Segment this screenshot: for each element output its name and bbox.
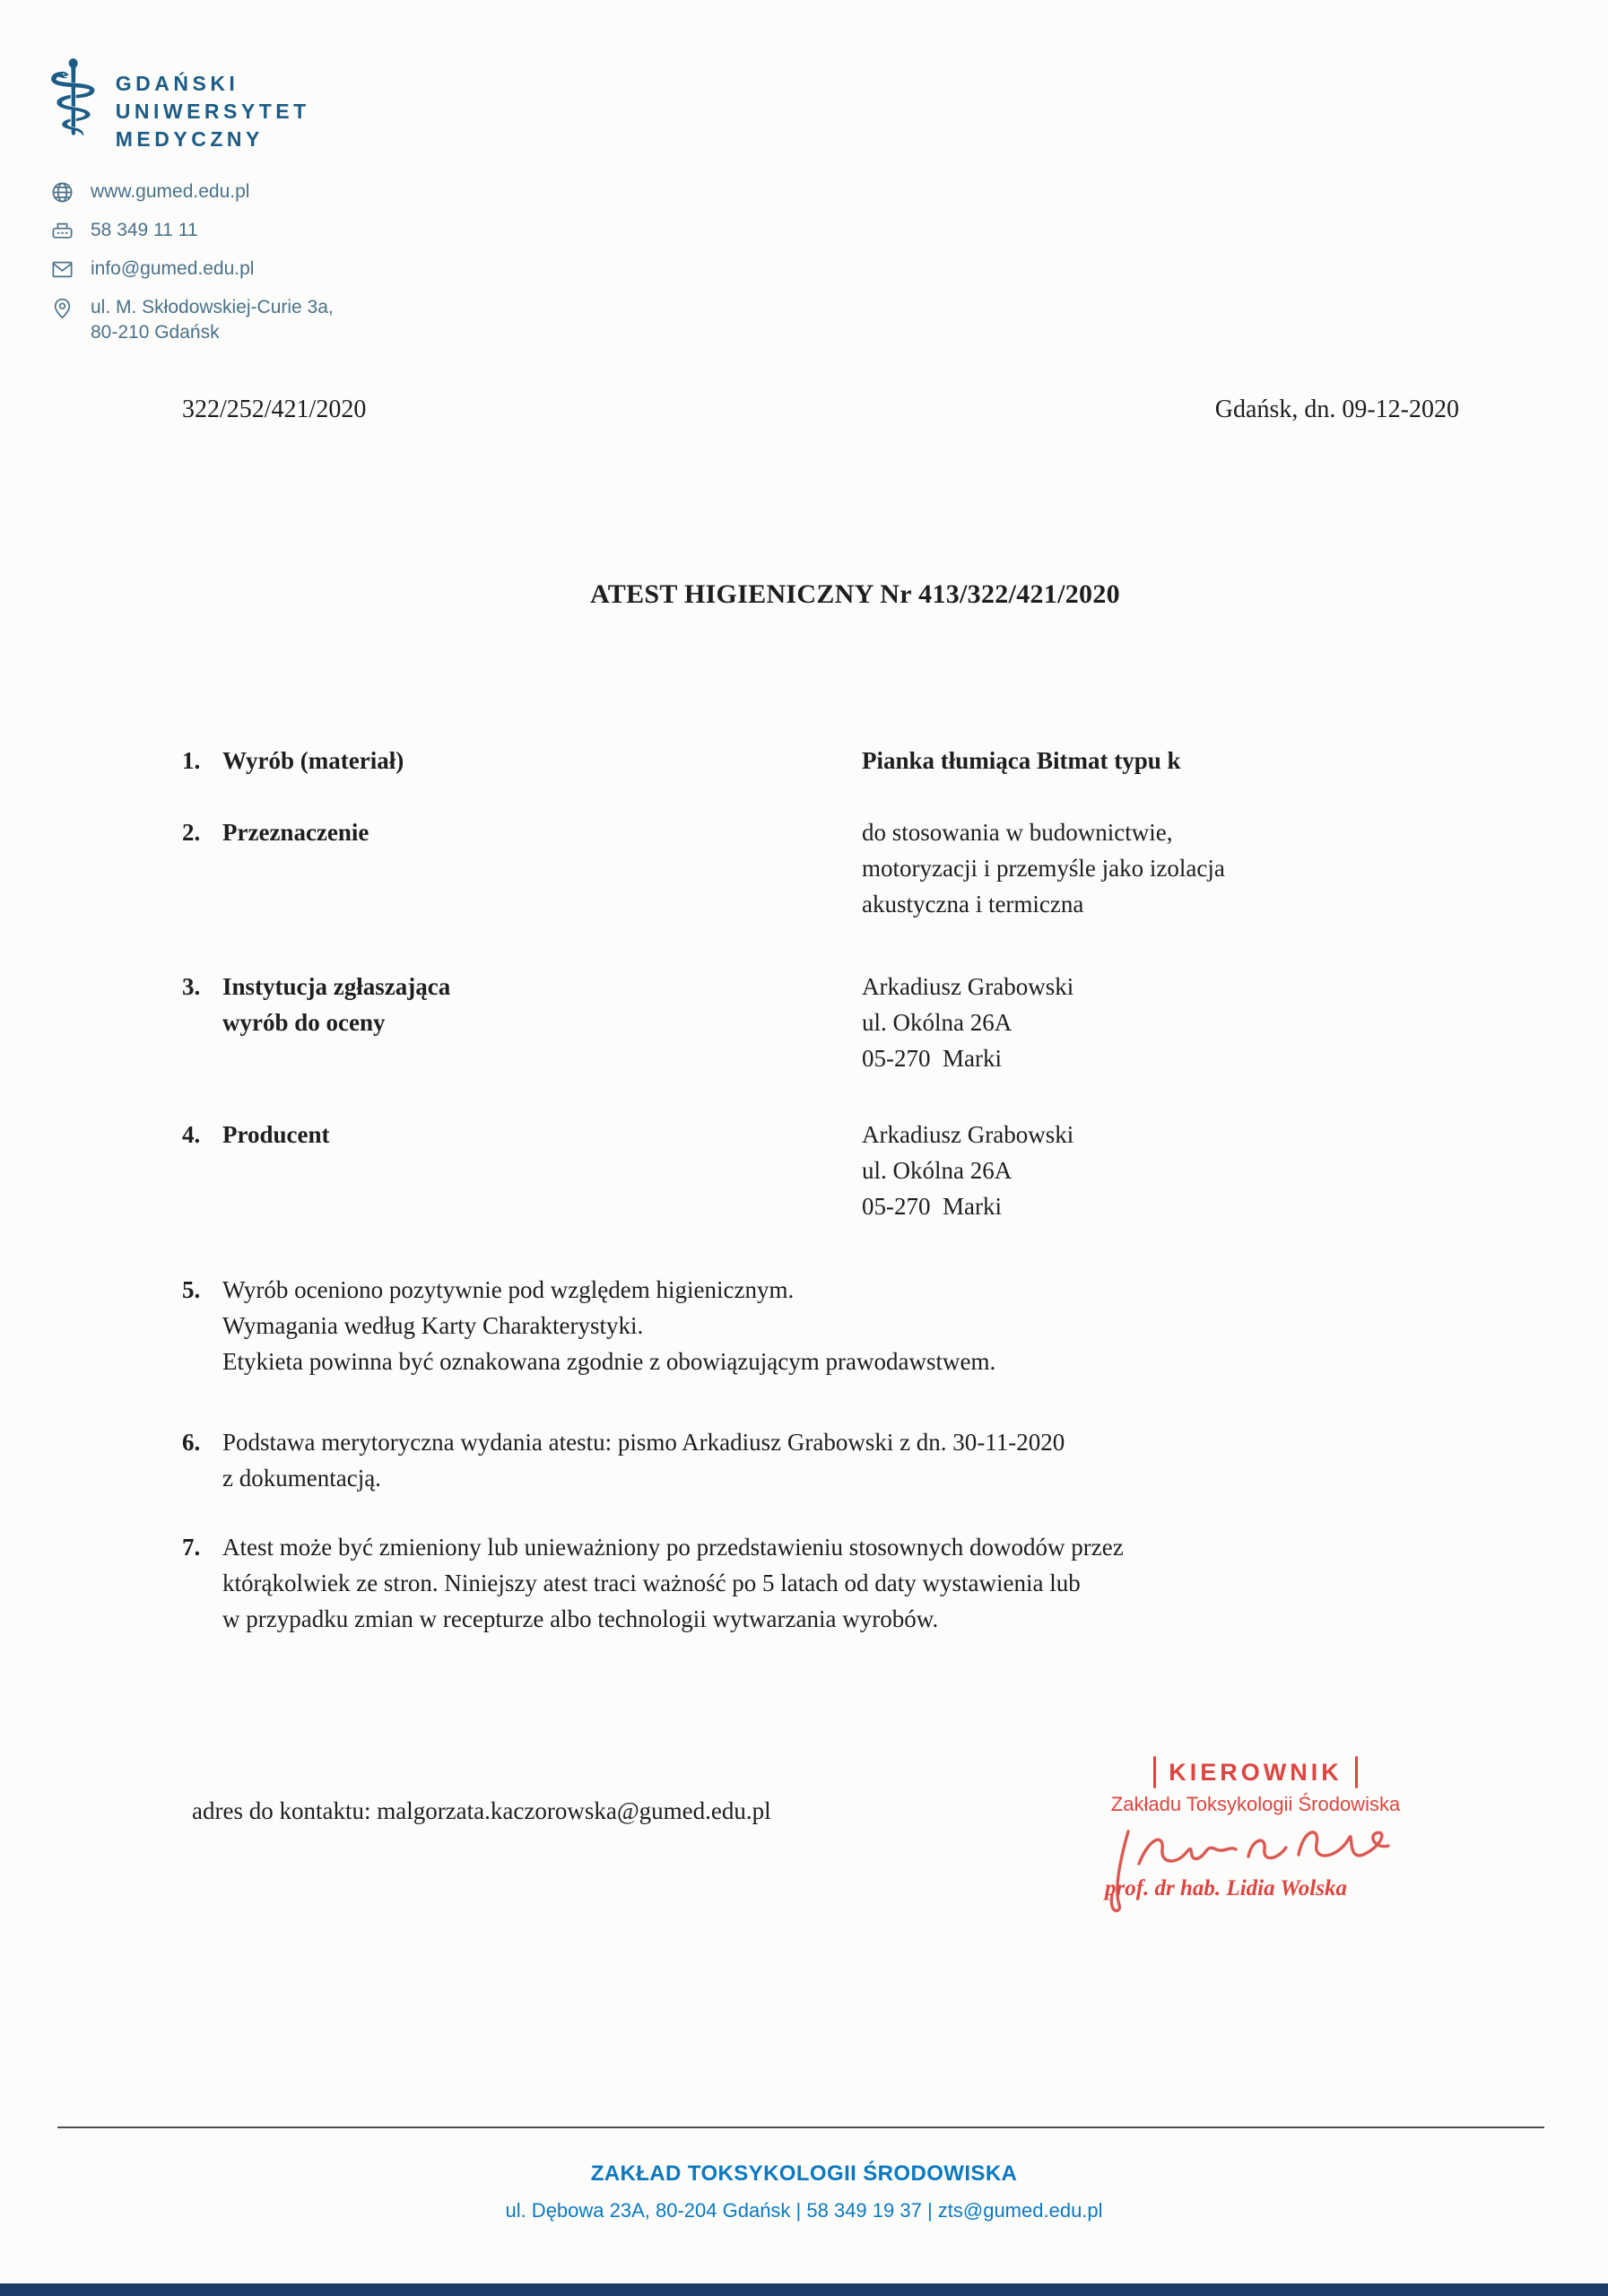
fax-icon	[50, 219, 74, 243]
item-number: 3.	[182, 973, 201, 1000]
item-value-line: motoryzacji i przemyśle jako izolacja	[862, 855, 1225, 882]
paragraph-text: Podstawa merytoryczna wydania atestu: pismo Arkadiusz Grabowski z dn. 30-11-2020	[222, 1429, 1065, 1456]
item-value-line: akustyczna i termiczna	[862, 891, 1084, 918]
contact-email-row	[50, 257, 334, 282]
website-text: www.gumed.edu.pl	[91, 181, 250, 202]
stamp-role: KIEROWNIK	[1169, 1758, 1343, 1786]
paragraph-basis	[182, 1424, 1491, 1496]
footer-divider	[57, 2126, 1544, 2128]
paragraph-number: 5.	[182, 1276, 201, 1303]
item-number: 1.	[182, 747, 201, 774]
address-text	[91, 295, 334, 345]
university-name-line: MEDYCZNY	[115, 127, 264, 151]
paragraph-text: Atest może być zmieniony lub unieważniony po przedstawieniu stosownych dowodów przez	[222, 1534, 1124, 1561]
contact-note: adres do kontaktu: malgorzata.kaczorowska@gumed.edu.pl	[192, 1797, 771, 1824]
document-title: ATEST HIGIENICZNY Nr 413/322/421/2020	[590, 579, 1120, 609]
reference-number: 322/252/421/2020	[182, 396, 367, 423]
university-logo	[45, 39, 310, 160]
item-value-line: do stosowania w budownictwie,	[862, 819, 1173, 846]
place-and-date: Gdańsk, dn. 09-12-2020	[1214, 396, 1459, 423]
item-submitting-institution-value	[862, 969, 1073, 1076]
paragraph-line: z dokumentacją.	[222, 1465, 381, 1492]
item-number: 4.	[182, 1121, 201, 1148]
paragraph-validity	[182, 1529, 1491, 1637]
footer-department: ZAKŁAD TOKSYKOLOGII ŚRODOWISKA	[590, 2161, 1018, 2186]
item-value-line: ul. Okólna 26A	[862, 1009, 1013, 1036]
location-pin-icon	[50, 296, 74, 320]
item-value-line: ul. Okólna 26A	[862, 1157, 1013, 1184]
footer-address: ul. Dębowa 23A, 80-204 Gdańsk | 58 349 19 37 | zts@gumed.edu.pl	[505, 2199, 1103, 2222]
address-line-1: ul. M. Skłodowskiej-Curie 3a,	[91, 297, 334, 317]
stamp-role-row	[1058, 1756, 1453, 1788]
paragraph-line: Wymagania według Karty Charakterystyki.	[222, 1312, 644, 1339]
item-number: 2.	[182, 819, 201, 846]
paragraph-assessment	[182, 1272, 1491, 1379]
paragraph-line: w przypadku zmian w recepturze albo technologii wytwarzania wyrobów.	[222, 1605, 939, 1632]
signer-name: prof. dr hab. Lidia Wolska	[1105, 1876, 1347, 1900]
address-line-2: 80-210 Gdańsk	[91, 322, 220, 343]
envelope-icon	[50, 257, 74, 282]
item-submitting-institution-label	[182, 969, 862, 1076]
item-submitting-institution	[182, 969, 1073, 1076]
approval-stamp	[1058, 1756, 1453, 1900]
paragraph-text: Wyrób oceniono pozytywnie pod względem higienicznym.	[222, 1276, 795, 1303]
globe-icon	[50, 180, 74, 204]
contact-phone-row	[50, 218, 334, 243]
item-value-line: 05-270 Marki	[862, 1045, 1002, 1072]
item-producer-label	[182, 1117, 862, 1224]
stamp-frame-line	[1355, 1756, 1358, 1788]
item-purpose-label	[182, 814, 862, 922]
phone-text: 58 349 11 11	[91, 220, 198, 240]
item-producer-value	[862, 1117, 1073, 1224]
paragraph-line	[182, 1424, 1491, 1460]
item-product	[182, 743, 1181, 778]
paragraph-number: 7.	[182, 1534, 201, 1561]
item-purpose-value	[862, 814, 1225, 922]
paragraph-line	[182, 1272, 1491, 1308]
item-product-label	[182, 743, 862, 778]
university-name-line: GDAŃSKI	[115, 72, 239, 95]
paragraph-number: 6.	[182, 1429, 201, 1456]
scan-edge-bar	[0, 2283, 1608, 2296]
item-value-line: Arkadiusz Grabowski	[862, 973, 1074, 1000]
item-value-line: 05-270 Marki	[862, 1193, 1002, 1220]
item-label-line: Przeznaczenie	[222, 819, 369, 846]
item-label-line: Producent	[222, 1121, 330, 1148]
item-value-line: Arkadiusz Grabowski	[862, 1121, 1074, 1148]
item-label-line: Wyrób (materiał)	[222, 747, 404, 774]
contact-address-row	[50, 295, 334, 345]
item-purpose	[182, 814, 1225, 922]
caduceus-icon: ⚕	[45, 39, 101, 160]
item-producer	[182, 1117, 1073, 1224]
university-name-line: UNIWERSYTET	[115, 100, 310, 123]
item-value-line: Pianka tłumiąca Bitmat typu k	[862, 747, 1181, 774]
contact-website-row	[50, 179, 334, 204]
item-label-line: wyrób do oceny	[222, 1009, 386, 1036]
item-product-value	[862, 743, 1181, 778]
university-name	[116, 70, 310, 153]
stamp-frame-line	[1153, 1756, 1156, 1788]
contact-info-block	[50, 179, 334, 359]
paragraph-line: którąkolwiek ze stron. Niniejszy atest traci ważność po 5 latach od daty wystawienia lub	[222, 1570, 1081, 1596]
stamp-unit: Zakładu Toksykologii Środowiska	[1110, 1793, 1401, 1815]
paragraph-line	[182, 1529, 1491, 1565]
item-label-line: Instytucja zgłaszająca	[222, 973, 451, 1000]
email-text: info@gumed.edu.pl	[91, 258, 255, 279]
paragraph-line: Etykieta powinna być oznakowana zgodnie z obowiązującym prawodawstwem.	[222, 1348, 996, 1375]
